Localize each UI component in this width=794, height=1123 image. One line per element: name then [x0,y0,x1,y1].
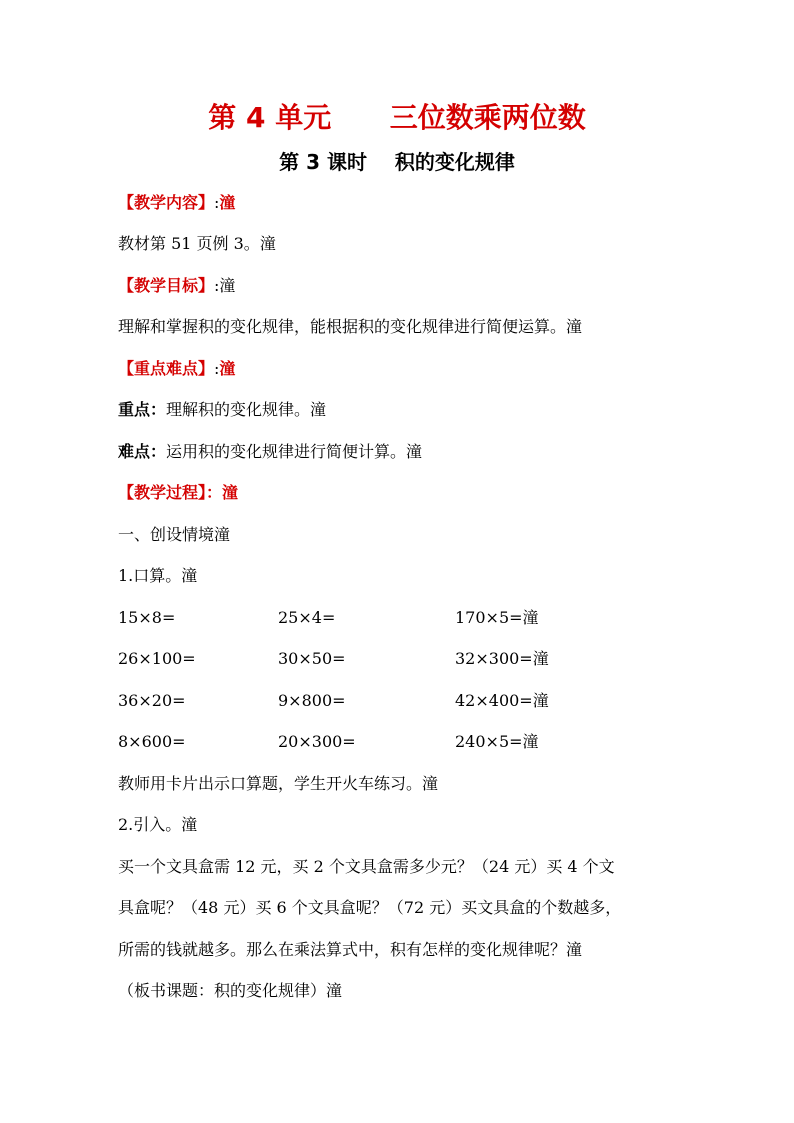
end-mark: 潼 [214,525,231,544]
process-heading: 【教学过程】 [118,483,207,502]
oral-cell: 15×8= [118,608,176,627]
intro-paragraph-line: 买一个文具盒需 12 元，买 2 个文具盒需多少元？（24 元）买 4 个文 [118,857,615,876]
difficulty-line [118,441,678,463]
intro-title: 2.引入。 [118,815,182,834]
oral-title: 1.口算。 [118,566,182,585]
end-mark: 潼 [222,483,239,502]
goal-heading-line [118,275,678,297]
goal-text-line [118,316,678,338]
content-heading: 【教学内容】 [118,193,215,212]
oral-title-line [118,565,678,587]
oral-cell-last: 240×5=潼 [455,732,539,751]
end-mark: 潼 [219,359,236,378]
end-mark: 潼 [310,400,327,419]
intro-title-line [118,814,678,836]
end-mark: 潼 [181,566,198,585]
separator: : [214,359,220,378]
intro-paragraph-line: （板书课题：积的变化规律）潼 [118,981,343,1000]
lesson-title: 第 3 课时 积的变化规律 [279,150,515,174]
oral-cell: 26×100= [118,649,196,668]
end-mark: 潼 [326,981,343,1000]
end-mark: 潼 [566,940,583,959]
key-heading-line [118,358,678,380]
separator: : [214,193,220,212]
oral-cell: 8×600= [118,732,186,751]
key-heading: 【重点难点】 [118,359,215,378]
separator: : [214,276,220,295]
diff-text: 运用积的变化规律进行简便计算。 [166,442,407,461]
end-mark: 潼 [219,276,236,295]
separator: ： [206,483,223,502]
key-point-line [118,399,678,421]
content-text: 教材第 51 页例 3。 [118,234,260,253]
end-mark: 潼 [219,193,236,212]
oral-cell-last: 42×400=潼 [455,691,549,710]
intro-paragraph-line: 所需的钱就越多。那么在乘法算式中，积有怎样的变化规律呢？潼 [118,940,583,959]
end-mark: 潼 [259,234,276,253]
step1-line [118,524,678,546]
key-text: 理解积的变化规律。 [166,400,311,419]
end-mark: 潼 [181,815,198,834]
oral-cell-last: 32×300=潼 [455,649,549,668]
oral-cell: 36×20= [118,691,186,710]
goal-heading: 【教学目标】 [118,276,215,295]
intro-paragraph-line: 具盒呢？（48 元）买 6 个文具盒呢？（72 元）买文具盒的个数越多， [118,898,622,917]
goal-text: 理解和掌握积的变化规律，能根据积的变化规律进行简便运算。 [118,317,567,336]
oral-note-line [118,773,678,795]
oral-cell-last: 170×5=潼 [455,608,539,627]
oral-cell: 30×50= [278,649,346,668]
oral-cell: 25×4= [278,608,336,627]
end-mark: 潼 [422,774,439,793]
content-text-line [118,233,678,255]
oral-note: 教师用卡片出示口算题，学生开火车练习。 [118,774,423,793]
end-mark: 潼 [566,317,583,336]
end-mark: 潼 [406,442,423,461]
content-heading-line [118,192,678,214]
diff-label: 难点： [118,442,167,461]
step1-text: 一、创设情境 [118,525,215,544]
key-label: 重点： [118,400,167,419]
unit-title: 第 4 单元 三位数乘两位数 [208,101,586,134]
oral-cell: 20×300= [278,732,356,751]
process-heading-line [118,482,678,504]
oral-cell: 9×800= [278,691,346,710]
